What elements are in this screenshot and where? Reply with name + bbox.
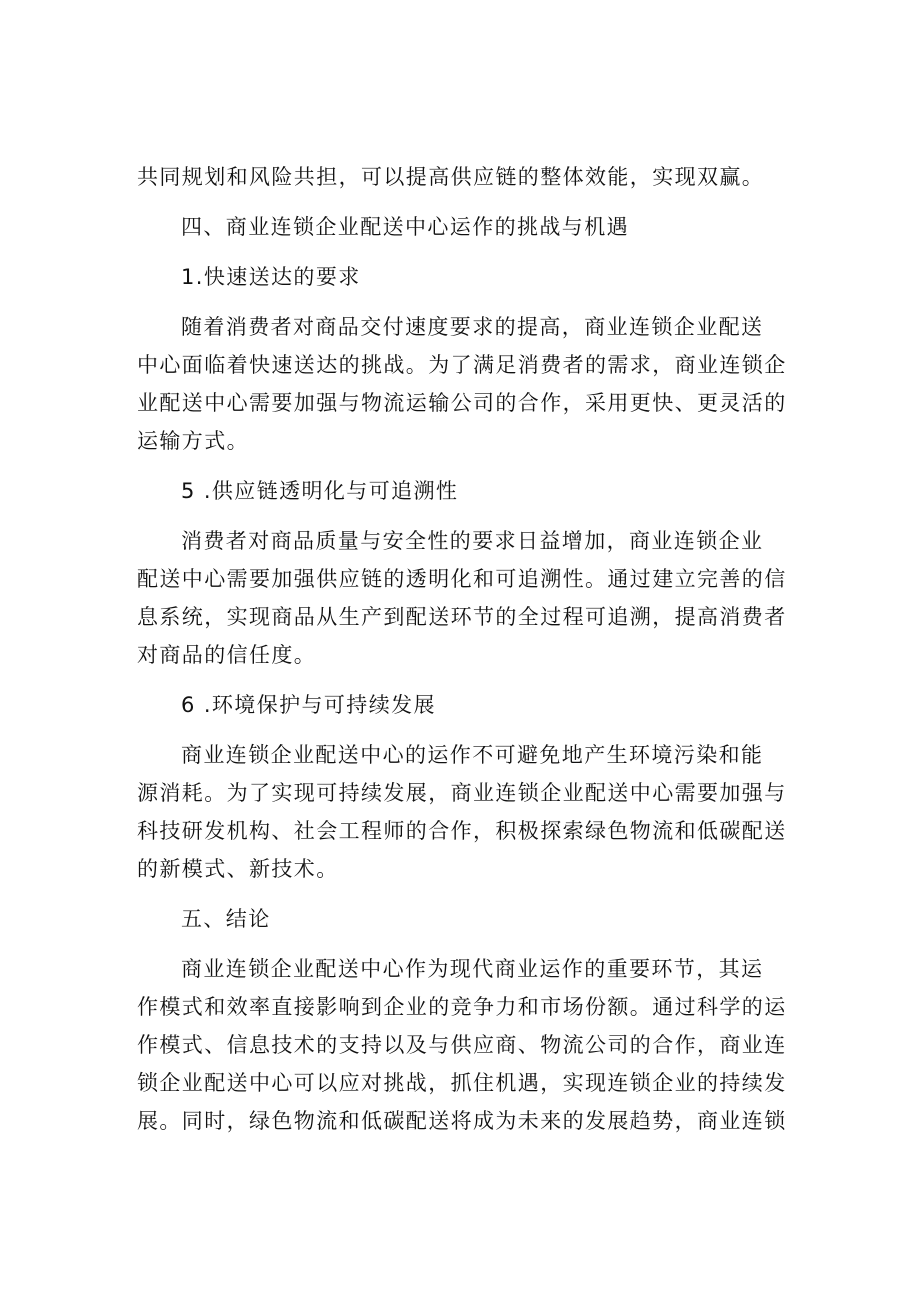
- text-line: 展。同时，绿色物流和低碳配送将成为未来的发展趋势，商业连锁: [137, 1109, 787, 1133]
- paragraph-environment: [137, 736, 799, 888]
- text-line: 消费者对商品质量与安全性的要求日益增加，商业连锁企业: [181, 529, 764, 553]
- subheading-fast-delivery: 1.快速送达的要求: [181, 265, 361, 289]
- text-line: 科技研发机构、社会工程师的合作，积极探索绿色物流和低碳配送: [137, 819, 787, 843]
- document-body: [137, 158, 799, 1152]
- text-line: 商业连锁企业配送中心作为现代商业运作的重要环节，其运: [181, 957, 764, 981]
- text-line: 作模式、信息技术的支持以及与供应商、物流公司的合作，商业连: [137, 1033, 787, 1057]
- subheading-environment: 6 .环境保护与可持续发展: [181, 693, 436, 717]
- subheading-transparency: 5 .供应链透明化与可追溯性: [181, 479, 459, 503]
- section-heading-challenges: 四、商业连锁企业配送中心运作的挑战与机遇: [181, 215, 629, 239]
- text-line: 的新模式、新技术。: [137, 857, 339, 881]
- paragraph-fast-delivery: [137, 308, 799, 460]
- text-line: 随着消费者对商品交付速度要求的提高，商业连锁企业配送: [181, 315, 764, 339]
- text-line: 商业连锁企业配送中心的运作不可避免地产生环境污染和能: [181, 743, 764, 767]
- text-line: 作模式和效率直接影响到企业的竞争力和市场份额。通过科学的运: [137, 995, 787, 1019]
- text-line: 锁企业配送中心可以应对挑战，抓住机遇，实现连锁企业的持续发: [137, 1071, 787, 1095]
- text-line: 共同规划和风险共担，可以提高供应链的整体效能，实现双赢。: [137, 165, 765, 189]
- text-line: 源消耗。为了实现可持续发展，商业连锁企业配送中心需要加强与: [137, 781, 787, 805]
- text-line: 配送中心需要加强供应链的透明化和可追溯性。通过建立完善的信: [137, 567, 787, 591]
- text-line: 运输方式。: [137, 429, 249, 453]
- text-line: 对商品的信任度。: [137, 643, 317, 667]
- text-line: 息系统，实现商品从生产到配送环节的全过程可追溯，提高消费者: [137, 605, 787, 629]
- paragraph-transparency: [137, 522, 799, 674]
- text-line: 中心面临着快速送达的挑战。为了满足消费者的需求，商业连锁企: [137, 353, 787, 377]
- text-line: 业配送中心需要加强与物流运输公司的合作，采用更快、更灵活的: [137, 391, 787, 415]
- paragraph-conclusion: [137, 950, 799, 1140]
- paragraph-continuation: [137, 158, 799, 196]
- section-heading-conclusion: 五、结论: [181, 907, 271, 931]
